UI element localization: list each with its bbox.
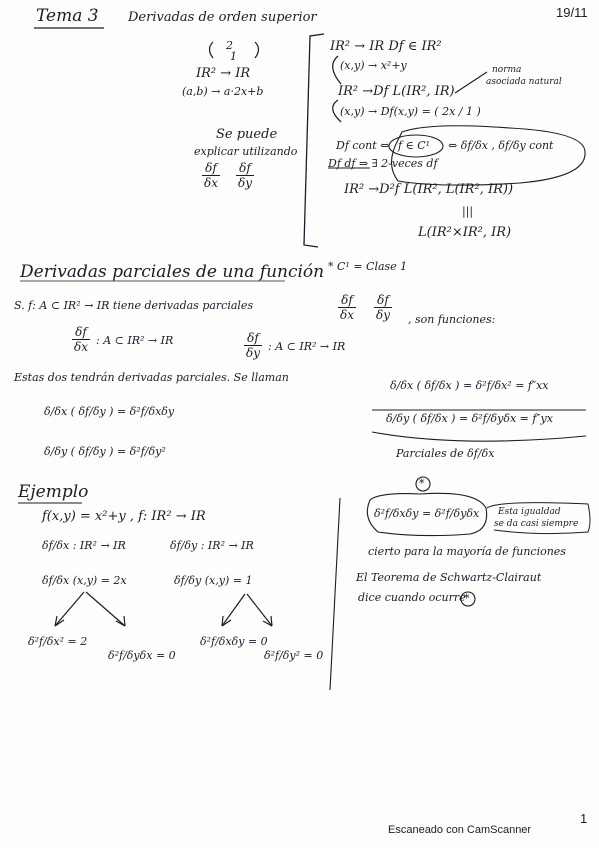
section2-eq3: δ/δx ( δf/δy ) = δ²f/δxδy [44,405,175,418]
scanner-footer: Escaneado con CamScanner [388,824,532,836]
page-date: 19/11 [556,5,588,20]
right-line-5-suffix: ⇔ δf/δx , δf/δy cont [448,139,554,152]
right-line-7: IR² →D²f L(IR², L(IR², IR)) [344,182,514,197]
fy-num: δf [374,294,392,308]
example-title: Ejemplo [18,482,89,502]
fy-map-num: δf [244,332,262,346]
example-function: f(x,y) = x²+y , f: IR² → IR [42,509,206,524]
section2-eq4: δ/δy ( δf/δy ) = δ²f/δy² [44,445,166,458]
fy-map: : A ⊂ IR² → IR [268,340,346,353]
section1-fy-fraction [374,294,392,321]
note-line-1: Se puede [216,127,278,142]
partial-x-den: δx [204,176,218,190]
note-line-2: explicar utilizando [194,145,298,158]
example-d-yx: δ²f/δyδx = 0 [108,649,176,662]
right-line-4: (x,y) → Df(x,y) = ( 2x / 1 ) [340,105,481,118]
eval-line: (a,b) → a·2x+b [182,85,264,98]
partial-y-fraction [236,162,254,189]
star-mark-bottom: * [464,592,470,605]
right-line-5-boxed: f ∈ C¹ [398,139,431,152]
fx-map-num: δf [72,326,90,340]
section2-eq2: δ/δy ( δf/δx ) = δ²f/δyδx = f″yx [386,412,553,425]
partial-y-num: δf [236,162,254,176]
fy-map-den: δy [246,346,261,360]
right-line-9: L(IR²×IR², IR) [418,225,512,240]
map-line: IR² → IR [196,66,251,81]
fx-map: : A ⊂ IR² → IR [96,334,174,347]
section1-line1-suffix: , son funciones: [408,313,496,326]
section-title: Derivadas parciales de una función [20,262,325,282]
schwartz-equality: δ²f/δxδy = δ²f/δyδx [374,507,480,520]
section2-intro: Estas dos tendrán derivadas parciales. Se llaman [14,371,289,384]
section2-eq1: δ/δx ( δf/δx ) = δ²f/δx² = f″xx [390,379,549,392]
norm-note-line-1: norma [492,65,522,75]
example-map-x: δf/δx : IR² → IR [42,539,126,552]
example-deriv-y: δf/δy (x,y) = 1 [174,574,253,587]
right-line-8: ||| [462,205,474,218]
example-map-y: δf/δy : IR² → IR [170,539,254,552]
page-subtitle: Derivadas de orden superior [128,10,317,25]
page-title: Tema 3 [36,6,99,26]
partial-y-den: δy [238,176,253,190]
crossed-partials-label: Parciales de δf/δx [396,447,495,460]
page-number: 1 [580,811,588,826]
fx-map-den: δx [74,340,88,354]
theorem-line-1: cierto para la mayoría de funciones [368,545,566,558]
fy-map-fraction [244,332,262,359]
star-mark-top: * [419,477,425,490]
example-d-xy: δ²f/δxδy = 0 [200,635,268,648]
right-line-3: IR² →Df L(IR², IR) [338,84,455,99]
right-line-2: (x,y) → x²+y [340,59,407,72]
partial-x-fraction [202,162,220,189]
example-d-xx: δ²f/δx² = 2 [28,635,88,648]
theorem-line-2: El Teorema de Schwartz-Clairaut [356,571,542,584]
example-d-yy: δ²f/δy² = 0 [264,649,324,662]
fx-den: δx [340,308,354,322]
class-footnote: * C¹ = Clase 1 [328,260,408,273]
equality-note-line-2: se da casi siempre [494,519,579,529]
right-line-1: IR² → IR Df ∈ IR² [330,39,442,54]
right-line-6: Df df ⇒ ∃ 2-veces df [328,157,438,170]
fx-map-fraction [72,326,90,353]
matrix-bottom-entry: 1 [230,50,237,63]
fy-den: δy [376,308,391,322]
matrix-top-entry: 2 [226,39,233,52]
theorem-line-3: dice cuando ocurre [358,591,466,604]
example-deriv-x: δf/δx (x,y) = 2x [42,574,127,587]
equality-note-line-1: Esta igualdad [498,507,561,517]
fx-num: δf [338,294,356,308]
norm-note-line-2: asociada natural [486,77,562,87]
section1-line1-prefix: S. f: A ⊂ IR² → IR tiene derivadas parciales [14,299,254,312]
partial-x-num: δf [202,162,220,176]
right-line-5-prefix: Df cont ⇔ [336,139,390,152]
section1-fx-fraction [338,294,356,321]
